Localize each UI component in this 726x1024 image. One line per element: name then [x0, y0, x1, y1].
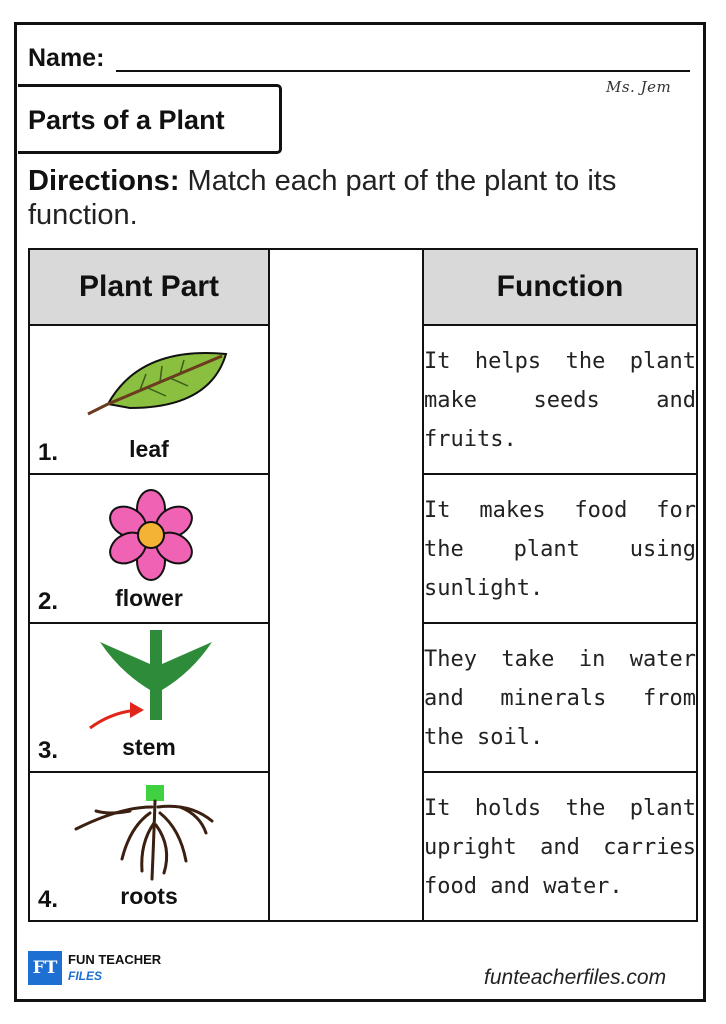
- part-cell-roots[interactable]: [29, 772, 269, 921]
- function-text: It holds the plant upright and carries food and water.: [424, 796, 696, 899]
- logo-line2: FILES: [68, 969, 103, 983]
- part-name: flower: [115, 585, 183, 611]
- function-text: It helps the plant make seeds and fruits.: [424, 349, 696, 452]
- worksheet-title: Parts of a Plant: [18, 84, 282, 154]
- matching-table: [28, 248, 698, 922]
- part-number: 1.: [38, 439, 59, 466]
- part-cell-leaf[interactable]: [29, 325, 269, 474]
- function-cell[interactable]: [423, 772, 697, 921]
- roots-icon: [30, 773, 268, 883]
- part-cell-flower[interactable]: [29, 474, 269, 623]
- function-header: Function: [423, 249, 697, 325]
- function-text: They take in water and minerals from the soil.: [424, 647, 696, 750]
- directions-text: Match each part of the plant to its function.: [28, 165, 617, 231]
- directions: [28, 164, 700, 232]
- leaf-icon: [30, 326, 268, 436]
- part-name: leaf: [129, 436, 169, 462]
- function-cell[interactable]: [423, 325, 697, 474]
- logo-mark: FT: [28, 951, 62, 985]
- plant-part-header: Plant Part: [29, 249, 269, 325]
- logo-line1: FUN TEACHER: [68, 952, 162, 967]
- name-label: Name:: [28, 44, 105, 72]
- stem-icon: [30, 624, 268, 734]
- function-cell[interactable]: [423, 474, 697, 623]
- part-cell-stem[interactable]: [29, 623, 269, 772]
- function-cell[interactable]: [423, 623, 697, 772]
- signature: Ms. Jem: [606, 78, 672, 96]
- part-number: 2.: [38, 588, 59, 615]
- part-number: 3.: [38, 737, 59, 764]
- part-number: 4.: [38, 886, 59, 913]
- matching-gap[interactable]: [269, 249, 423, 921]
- part-name: stem: [122, 734, 176, 760]
- name-line[interactable]: [116, 70, 690, 72]
- flower-icon: [30, 475, 268, 585]
- directions-label: Directions:: [28, 165, 180, 197]
- website-url[interactable]: funteacherfiles.com: [484, 966, 667, 989]
- part-name: roots: [120, 883, 178, 909]
- function-text: It makes food for the plant using sunlight.: [424, 498, 696, 601]
